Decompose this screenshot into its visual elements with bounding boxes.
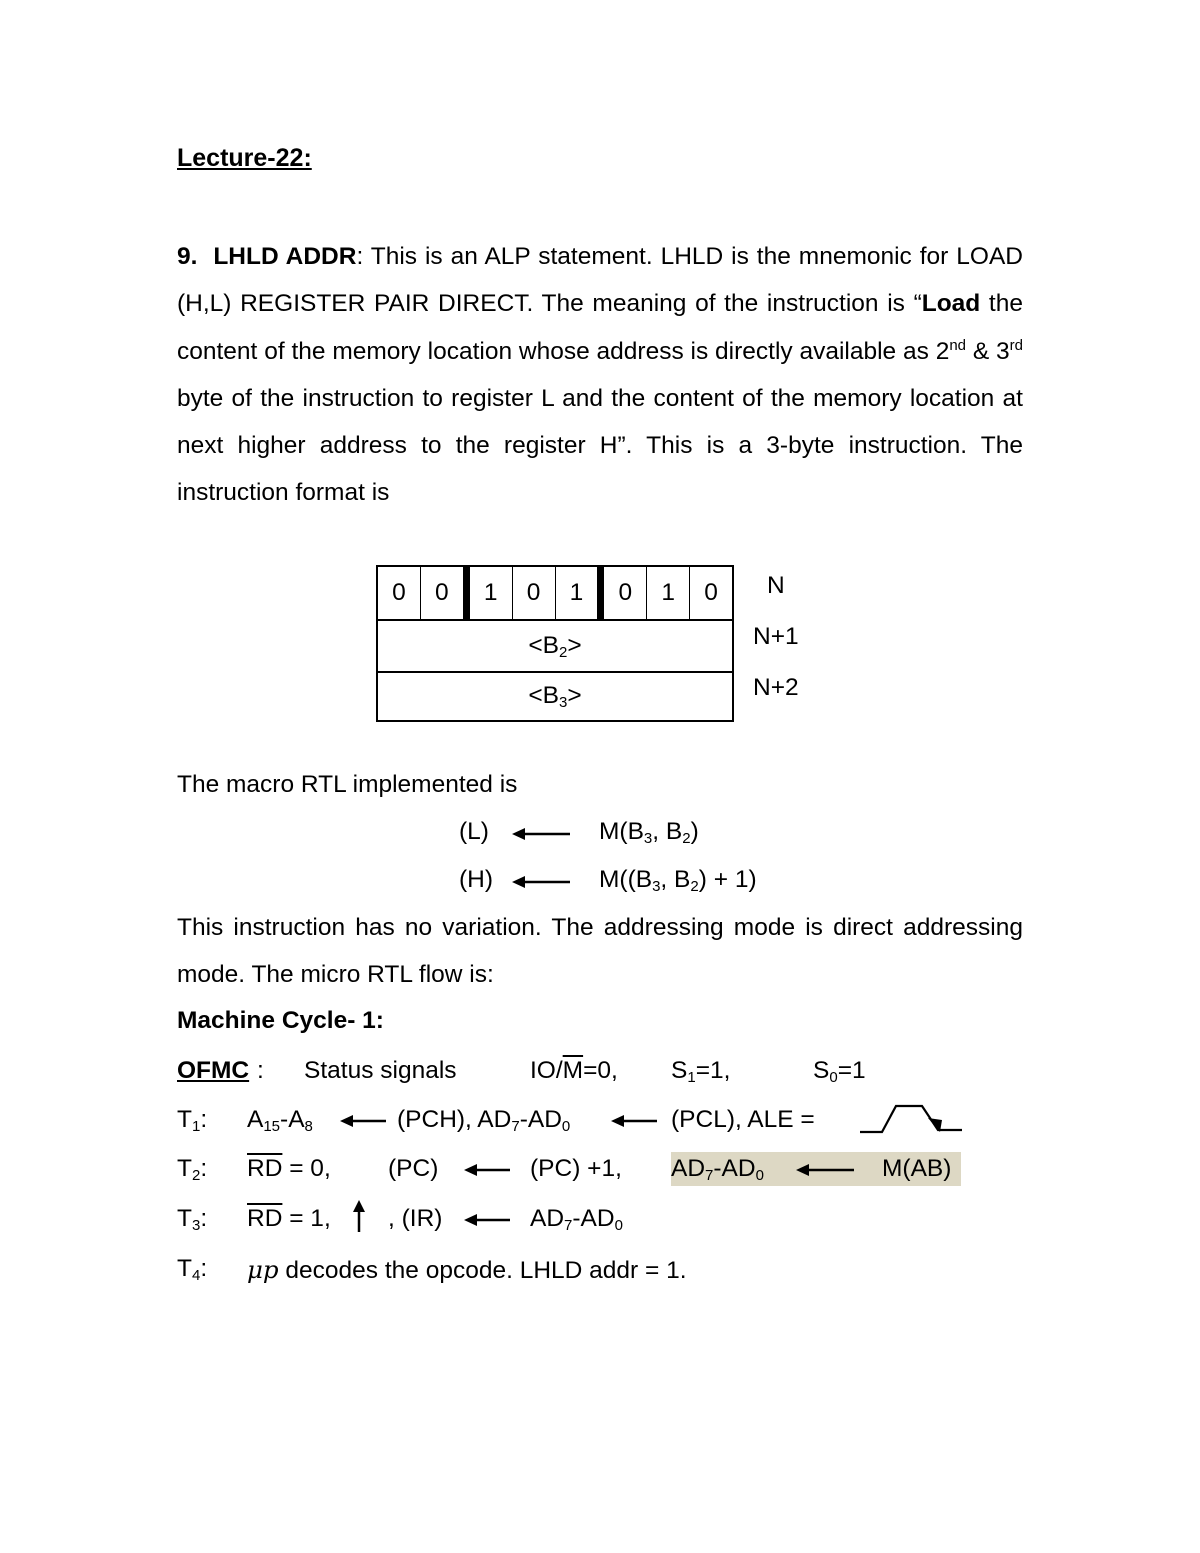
left-arrow-icon [340,1114,386,1128]
instruction-description [177,233,1023,517]
address-label-n: N [767,572,785,599]
b3-end: > [567,682,582,709]
t-sub: 2 [191,1167,201,1184]
rtl-text: , B [660,866,691,893]
page-title: Lecture-22: [177,144,312,172]
ad-sub: 0 [614,1217,623,1234]
rd-bar: $\overline{RD}$ [247,1205,283,1232]
s0-value: =1 [837,1057,866,1084]
ad7-sub: 7 [511,1118,520,1135]
ad-text: -AD [572,1205,615,1232]
bit-cell: 0 [704,579,718,606]
t-text: T [177,1106,192,1133]
left-arrow-icon [512,875,570,889]
macro-intro: The macro RTL implemented is [177,771,518,798]
byte3-row [378,671,732,721]
ad-sub: 7 [564,1217,573,1234]
t4-text: decodes the opcode. LHLD addr = 1. [278,1257,687,1284]
rtl-row-1-right [599,818,699,846]
addressing-mode-text: This instruction has no variation. The addressing mode is direct addressing mode. The micro RTL flow is: [177,914,1023,989]
t2-pc: (PC) [388,1155,439,1182]
mu-p: μp [247,1255,279,1284]
byte2-row [378,621,732,673]
sup-rd: rd [1009,336,1023,354]
s0-sub: 0 [829,1069,838,1086]
s0-signal [813,1057,866,1085]
rd-value: = 1, [282,1205,331,1232]
t1-label [177,1106,207,1134]
ofmc-label: OFMC [177,1057,250,1084]
t4-label [177,1255,207,1283]
io-m-signal [530,1057,618,1085]
machine-cycle-heading: Machine Cycle- 1: [177,1007,384,1034]
desc-text-2: the content of the memory location whose address is directly available as 2 [177,290,1023,365]
t1-pch [397,1106,570,1134]
opcode-row [378,567,732,621]
ad0-sub: 0 [561,1118,571,1135]
t-colon: : [200,1255,208,1282]
rtl-row-2-right [599,866,757,894]
io-text: IO/ [530,1057,563,1084]
rd-bar: $\overline{RD}$ [247,1155,283,1182]
bit-cell: 0 [604,567,647,619]
left-arrow-icon [464,1163,510,1177]
a-sub: 15 [263,1118,281,1135]
bit-cell: 0 [421,567,470,619]
t-colon: : [200,1155,208,1182]
bit-cell: 1 [470,567,513,619]
t-colon: : [200,1106,208,1133]
b2-end: > [567,632,582,659]
io-value: =0, [583,1057,618,1084]
ad-text: AD [671,1155,706,1182]
t2-ad [671,1155,764,1183]
desc-text-3: & 3 [966,337,1010,365]
s0-text: S [813,1057,830,1084]
pch-text: (PCH), AD [397,1106,512,1133]
rtl-text: ) [690,818,699,845]
rtl-sub: 2 [690,878,699,895]
ofmc-colon: : [257,1057,264,1084]
m-bar: $\overline{M}$ [562,1057,584,1084]
s1-sub: 1 [687,1069,696,1086]
s1-text: S [671,1057,688,1084]
item-number: 9. [177,243,198,270]
t-sub: 4 [191,1267,201,1284]
rtl-text: ) + 1) [698,866,757,893]
t2-label [177,1155,207,1183]
b2-text: <B [528,632,559,659]
left-arrow-icon [464,1213,510,1227]
t2-rd [247,1155,331,1183]
t1-pcl: (PCL), ALE = [671,1106,815,1133]
rtl-row-1-left: (L) [459,818,489,845]
rtl-text: M((B [599,866,653,893]
bit-cell: 1 [647,567,690,619]
a-text: A [247,1106,264,1133]
left-arrow-icon [796,1163,854,1177]
t3-rd [247,1205,331,1233]
rtl-text: , B [652,818,683,845]
sup-nd: nd [949,336,967,354]
a-text: -A [280,1106,305,1133]
a-sub: 8 [304,1118,313,1135]
ad-text: -AD [519,1106,562,1133]
status-signals-label: Status signals [304,1057,457,1084]
bit-cell: 0 [513,567,556,619]
address-label-n2: N+2 [753,674,799,701]
bit-cell: 1 [556,567,605,619]
desc-load: Load [921,290,981,318]
t3-ad [530,1205,623,1233]
rd-value: = 0, [282,1155,331,1182]
b2-sub: 2 [559,644,568,661]
bit-cell: 0 [378,567,421,619]
ad-text: -AD [713,1155,756,1182]
t-sub: 3 [191,1217,201,1234]
ad-sub: 7 [705,1167,714,1184]
rtl-row-2-left: (H) [459,866,494,893]
b3-text: <B [528,682,559,709]
instruction-format-table [376,565,734,722]
t-colon: : [200,1205,208,1232]
rtl-sub: 3 [643,830,653,847]
t2-pc-increment: (PC) +1, [530,1155,622,1182]
address-label-n1: N+1 [753,623,799,650]
t-text: T [177,1155,192,1182]
t-text: T [177,1255,192,1282]
mnemonic: LHLD ADDR [213,243,357,270]
rtl-sub: 2 [682,830,691,847]
left-arrow-icon [611,1114,657,1128]
ad-sub: 0 [755,1167,764,1184]
ad-text: AD [530,1205,565,1232]
t-sub: 1 [191,1118,201,1135]
b3-sub: 3 [559,694,568,711]
t3-ir: , (IR) [388,1205,443,1232]
s1-value: =1, [695,1057,731,1084]
up-arrow-icon [352,1200,366,1239]
left-arrow-icon [512,827,570,841]
desc-text-4: byte of the instruction to register L and the content of the memory location at next higher address to the register H”. This is a 3-byte instruction. The instruction format is [177,384,1023,507]
s1-signal [671,1057,730,1085]
t-text: T [177,1205,192,1232]
desc-text-1: : This is an ALP statement. LHLD is the mnemonic for LOAD (H,L) REGISTER PAIR DIRECT. The meaning of the instruction is “ [177,243,1023,318]
ale-pulse-icon [858,1102,966,1143]
t3-label [177,1205,207,1233]
t4-decode [247,1255,687,1285]
t1-address-high [247,1106,313,1134]
t2-mab: M(AB) [882,1155,952,1182]
rtl-text: M(B [599,818,644,845]
rtl-sub: 3 [652,878,661,895]
